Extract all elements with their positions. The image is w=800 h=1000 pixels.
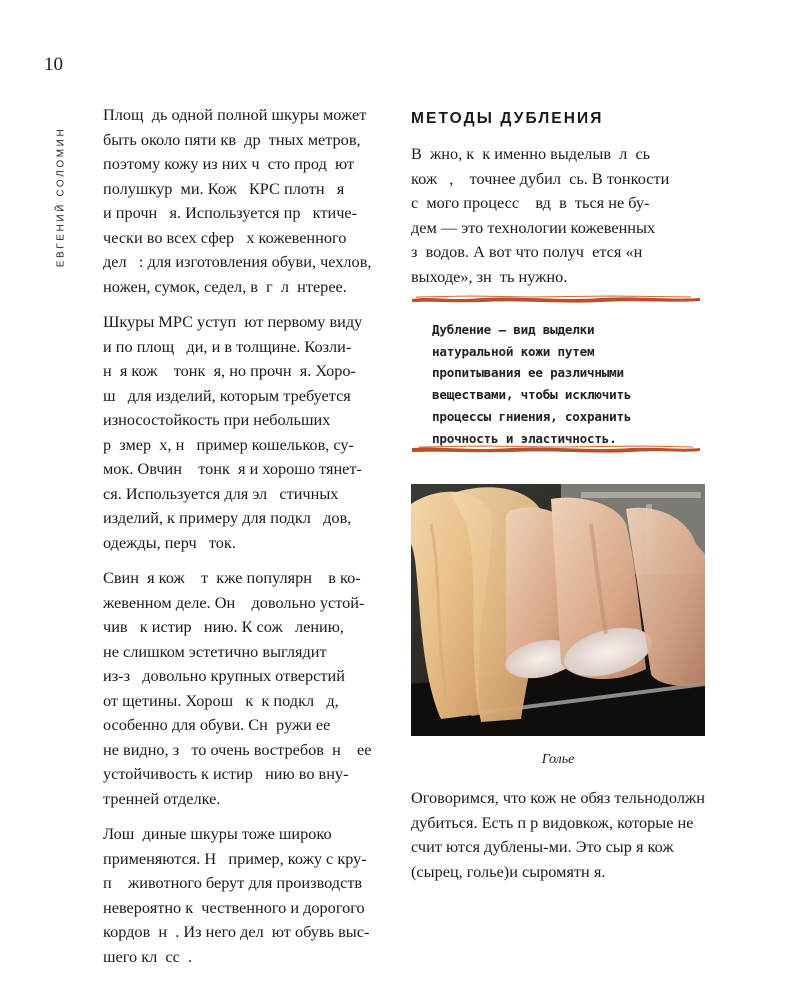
text-line: износостойкость при небольших bbox=[103, 410, 331, 429]
text-line: и по площ ди, и в толщине. Козли- bbox=[103, 336, 352, 356]
text-line: з водов. А вот что получ ется «н bbox=[411, 242, 643, 261]
text-line: ся. Используется для эл стичных bbox=[103, 483, 339, 503]
text-line: должн дубиться. Есть п р видов bbox=[411, 788, 705, 832]
text-line: не видно, з то очень востребов н ее bbox=[103, 739, 372, 759]
text-line: и прочн я. Используется пр ктиче- bbox=[103, 203, 358, 222]
running-head-text: ЕВГЕНИЙ СОЛОМИН bbox=[55, 126, 67, 268]
section-heading: МЕТОДЫ ДУБЛЕНИЯ bbox=[411, 110, 604, 127]
text-line: ножен, сумок, седел, в г л нтерее. bbox=[103, 276, 347, 296]
right-column bbox=[411, 107, 716, 289]
paragraph bbox=[103, 822, 403, 969]
paragraph bbox=[103, 310, 403, 555]
text-line: веществами, чтобы исключить bbox=[432, 387, 632, 403]
rolled-rawhide-photo bbox=[411, 484, 705, 736]
text-line: Дубление — вид выделки bbox=[432, 322, 595, 337]
paragraph bbox=[103, 103, 403, 299]
text-line: натуральной кожи путем bbox=[432, 343, 595, 359]
text-line: кордов н . Из него дел ют обувь выс- bbox=[103, 922, 370, 941]
brush-stroke-bottom bbox=[411, 444, 701, 454]
text-line: устойчивость к истир нию во вну- bbox=[103, 764, 349, 783]
text-line: применяются. Н пример, кожу с кру- bbox=[103, 848, 367, 868]
page-number: 10 bbox=[44, 54, 63, 75]
text-line: от щетины. Хорош к к подкл д, bbox=[103, 690, 339, 710]
closing-paragraph bbox=[411, 786, 716, 884]
text-line: выходе», зн ть нужно. bbox=[411, 266, 568, 286]
text-line: мок. Овчин тонк я и хорошо тянет- bbox=[103, 459, 362, 478]
photo-caption: Голье bbox=[541, 752, 575, 767]
text-line: прочность и эластичность. bbox=[432, 430, 617, 446]
text-line: процессы гниения, сохранить bbox=[432, 408, 632, 424]
text-line: ми. Это сыр я кож (сырец, голье) bbox=[411, 837, 674, 881]
definition-note bbox=[432, 319, 707, 449]
text-line: из-з довольно крупных отверстий bbox=[103, 666, 345, 685]
text-line: Лош диные шкуры тоже широко bbox=[103, 824, 332, 843]
left-column bbox=[103, 103, 403, 980]
text-line: чески во всех сфер х кожевенного bbox=[103, 227, 347, 247]
text-line: поэтому кожу из них ч сто прод ют bbox=[103, 154, 355, 173]
text-line: кож, которые не счит ются дублены- bbox=[411, 812, 694, 856]
text-line: одежды, перч ток. bbox=[103, 532, 236, 552]
text-line: и сыромятн я. bbox=[509, 861, 606, 881]
text-line: чив к истир нию. К сож лению, bbox=[103, 617, 344, 636]
text-line: Шкуры МРС уступ ют первому виду bbox=[103, 312, 363, 331]
text-line: р змер х, н пример кошельков, су- bbox=[103, 434, 354, 454]
text-line: невероятно к чественного и дорогого bbox=[103, 897, 365, 917]
text-line: особенно для обуви. Сн ружи ее bbox=[103, 715, 331, 734]
text-line: дем — это технологии кожевенных bbox=[411, 217, 656, 237]
text-line: кож , точнее дубил сь. В тонкости bbox=[411, 168, 670, 188]
text-line: Площ дь одной полной шкуры может bbox=[103, 105, 367, 124]
text-line: изделий, к примеру для подкл дов, bbox=[103, 508, 352, 527]
brush-stroke-top bbox=[411, 294, 701, 304]
text-line: ш для изделий, которым требуется bbox=[103, 385, 351, 405]
text-line: с мого процесс вд в ться не бу- bbox=[411, 193, 650, 212]
text-line: жевенном деле. Он довольно устой- bbox=[103, 592, 365, 612]
text-line: пропитывания ее различными bbox=[432, 365, 624, 381]
text-line: п животного берут для производств bbox=[103, 873, 363, 892]
intro-paragraph bbox=[411, 142, 716, 289]
text-line: не слишком эстетично выглядит bbox=[103, 641, 327, 661]
text-line: Оговоримся, что кож не обяз тельно bbox=[411, 788, 661, 807]
text-line: тренней отделке. bbox=[103, 788, 221, 808]
paragraph bbox=[103, 566, 403, 811]
text-line: Свин я кож т кже популярн в ко- bbox=[103, 568, 361, 587]
text-line: полушкур ми. Кож КРС плотн я bbox=[103, 178, 345, 198]
text-line: н я кож тонк я, но прочн я. Хоро- bbox=[103, 361, 356, 380]
text-line: дел : для изготовления обуви, чехлов, bbox=[103, 252, 372, 271]
text-line: быть около пяти кв др тных метров, bbox=[103, 129, 361, 149]
running-head bbox=[51, 107, 71, 287]
text-line: шего кл сс . bbox=[103, 946, 193, 966]
text-line: В жно, к к именно выделыв л сь bbox=[411, 144, 651, 163]
